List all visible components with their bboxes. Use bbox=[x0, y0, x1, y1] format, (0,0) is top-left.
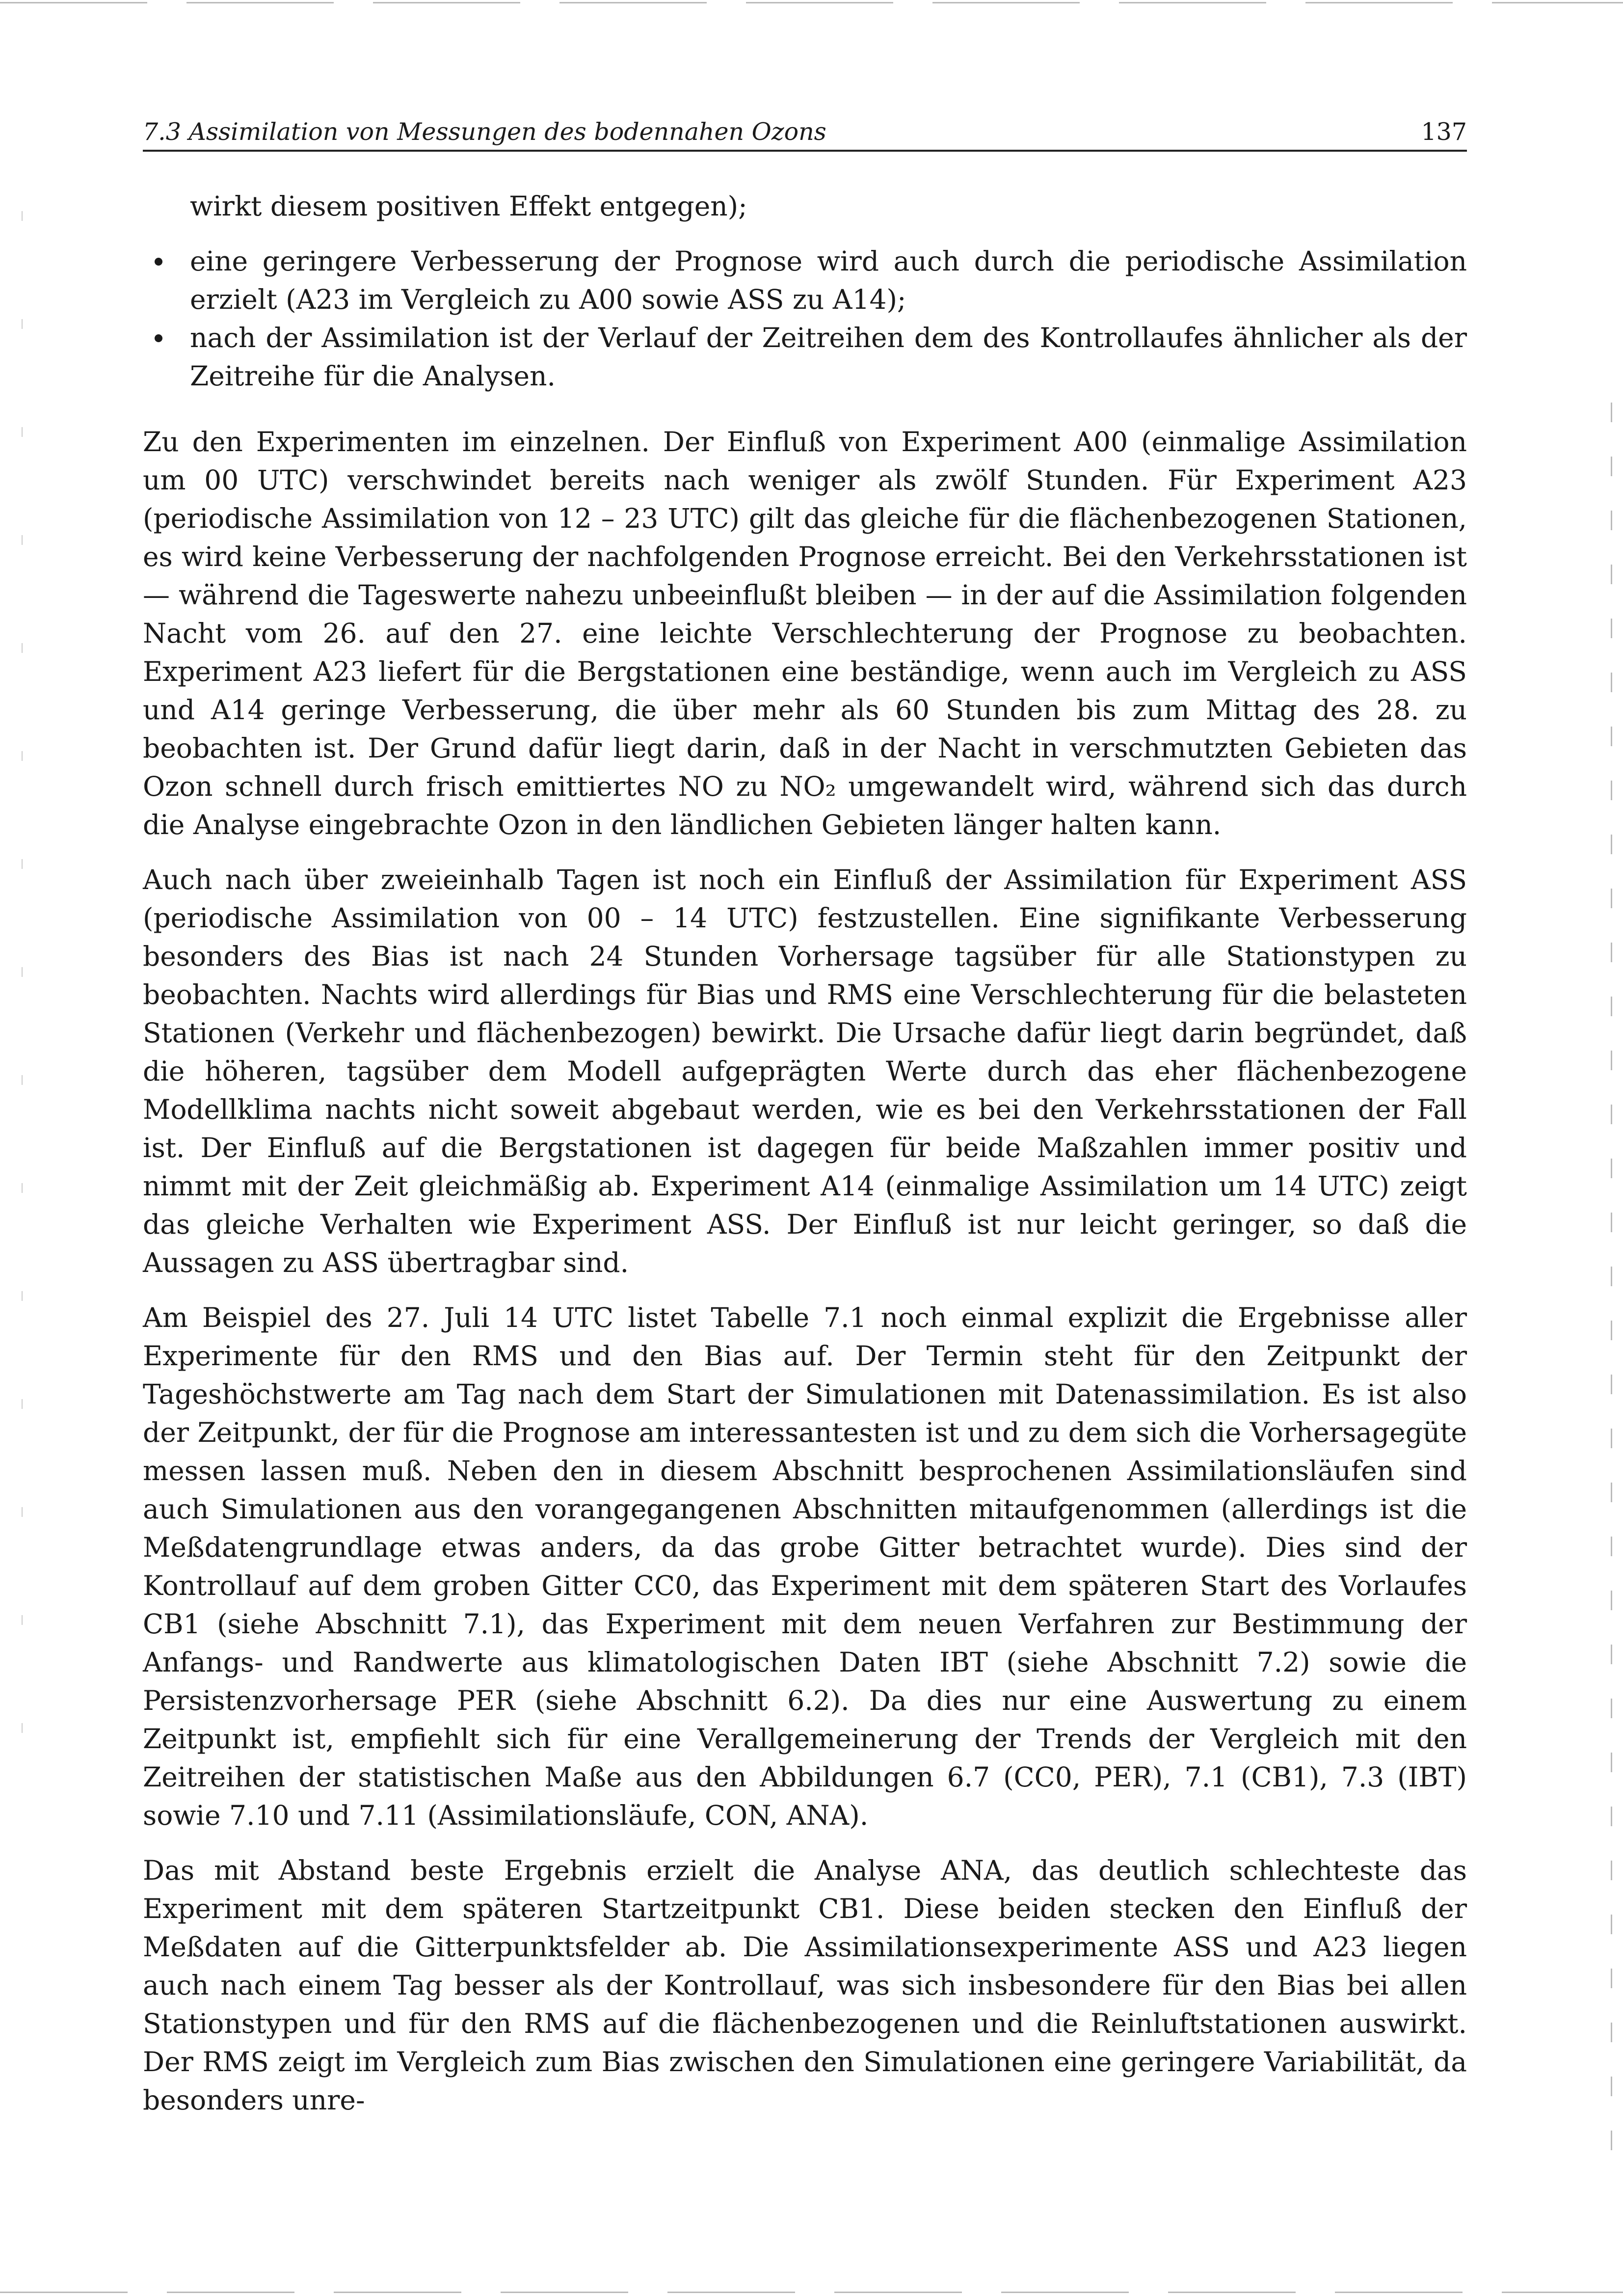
bullet-icon bbox=[155, 258, 162, 266]
list-item-text: nach der Assimilation ist der Verlauf der Zeitreihen dem des Kontrollaufes ähnlicher als der Zeitreihe für die Analysen. bbox=[190, 322, 1467, 392]
section-title: 7.3 Assimilation von Messungen des bodennahen Ozons bbox=[143, 118, 826, 146]
list-item-text: eine geringere Verbesserung der Prognose wird auch durch die periodische Assimilation erzielt (A23 im Vergleich zu A00 sowie ASS zu A14); bbox=[190, 245, 1467, 315]
page-body bbox=[143, 187, 1467, 2119]
paragraph: Das mit Abstand beste Ergebnis erzielt die Analyse ANA, das deutlich schlechteste das Experiment mit dem späteren Startzeitpunkt CB1. Diese beiden stecken den Einfluß der Meßdaten auf die Gitterpunktsfelder ab. Die Assimilationsexperimente ASS und A23 liegen auch nach einem Tag besser als der Kontrollauf, was sich insbesondere für den Bias bei allen Stationstypen und für den RMS auf die flächenbezogenen und die Reinluftstationen auswirkt. Der RMS zeigt im Vergleich zum Bias zwischen den Simulationen eine geringere Variabilität, da besonders unre- bbox=[143, 1855, 1467, 2116]
scan-edge-right bbox=[1611, 403, 1612, 2170]
list-item bbox=[143, 319, 1467, 395]
paragraph: Zu den Experimenten im einzelnen. Der Einfluß von Experiment A00 (einmalige Assimilation um 00 UTC) verschwindet bereits nach weniger als zwölf Stunden. Für Experiment A23 (periodische Assimilation von 12 – 23 UTC) gilt das gleiche für die flächenbezogenen Stationen, es wird keine Verbesserung der nachfolgenden Prognose erreicht. Bei den Verkehrsstationen ist — während die Tageswerte nahezu unbeeinflußt bleiben — in der auf die Assimilation folgenden Nacht vom 26. auf den 27. eine leichte Verschlechterung der Prognose zu beobachten. Experiment A23 liefert für die Bergstationen eine beständige, wenn auch im Vergleich zu ASS und A14 geringe Verbesserung, die über mehr als 60 Stunden bis zum Mittag des 28. zu beobachten ist. Der Grund dafür liegt darin, daß in der Nacht in verschmutzten Gebieten das Ozon schnell durch frisch emittiertes NO zu NO₂ umgewandelt wird, während sich das durch die Analyse eingebrachte Ozon in den ländlichen Gebieten länger halten kann. bbox=[143, 426, 1467, 840]
paragraph: Auch nach über zweieinhalb Tagen ist noch ein Einfluß der Assimilation für Experiment ASS (periodische Assimilation von 00 – 14 UTC) festzustellen. Eine signifikante Verbesserung besonders des Bias ist nach 24 Stunden Vorhersage tagsüber für alle Stationstypen zu beobachten. Nachts wird allerdings für Bias und RMS eine Verschlechterung für die belasteten Stationen (Verkehr und flächenbezogen) bewirkt. Die Ursache dafür liegt darin begründet, daß die höheren, tagsüber dem Modell aufgeprägten Werte durch das eher flächenbezogene Modellklima nachts nicht soweit abgebaut werden, wie es bei den Verkehrsstationen der Fall ist. Der Einfluß auf die Bergstationen ist dagegen für beide Maßzahlen immer positiv und nimmt mit der Zeit gleichmäßig ab. Experiment A14 (einmalige Assimilation um 14 UTC) zeigt das gleiche Verhalten wie Experiment ASS. Der Einfluß ist nur leicht geringer, so daß die Aussagen zu ASS übertragbar sind. bbox=[143, 864, 1467, 1278]
scan-edge-left bbox=[22, 211, 23, 1782]
scan-edge-top bbox=[0, 2, 1623, 3]
bullet-icon bbox=[155, 334, 162, 342]
paragraph: Am Beispiel des 27. Juli 14 UTC listet Tabelle 7.1 noch einmal explizit die Ergebnisse aller Experimente für den RMS und den Bias auf. Der Termin steht für den Zeitpunkt der Tageshöchstwerte am Tag nach dem Start der Simulationen mit Datenassimilation. Es ist also der Zeitpunkt, der für die Prognose am interessantesten ist und zu dem sich die Vorhersagegüte messen lassen muß. Neben den in diesem Abschnitt besprochenen Assimilationsläufen sind auch Simulationen aus den vorangegangenen Abschnitten mitaufgenommen (allerdings ist die Meßdatengrundlage etwas anders, da das grobe Gitter betrachtet wurde). Dies sind der Kontrollauf auf dem groben Gitter CC0, das Experiment mit dem späteren Start des Vorlaufes CB1 (siehe Abschnitt 7.1), das Experiment mit dem neuen Verfahren zur Bestimmung der Anfangs- und Randwerte aus klimatologischen Daten IBT (siehe Abschnitt 7.2) sowie die Persistenzvorhersage PER (siehe Abschnitt 6.2). Da dies nur eine Auswertung zu einem Zeitpunkt ist, empfiehlt sich für eine Verallgemeinerung der Trends der Vergleich mit den Zeitreihen der statistischen Maße aus den Abbildungen 6.7 (CC0, PER), 7.1 (CB1), 7.3 (IBT) sowie 7.10 und 7.11 (Assimilationsläufe, CON, ANA). bbox=[143, 1302, 1467, 1831]
page bbox=[143, 118, 1467, 2136]
bullet-list bbox=[143, 242, 1467, 395]
scan-edge-bottom bbox=[0, 2292, 1623, 2293]
page-number: 137 bbox=[1421, 118, 1467, 146]
running-header bbox=[143, 118, 1467, 152]
list-item bbox=[143, 242, 1467, 319]
bullet-continuation: wirkt diesem positiven Effekt entgegen); bbox=[190, 190, 747, 222]
